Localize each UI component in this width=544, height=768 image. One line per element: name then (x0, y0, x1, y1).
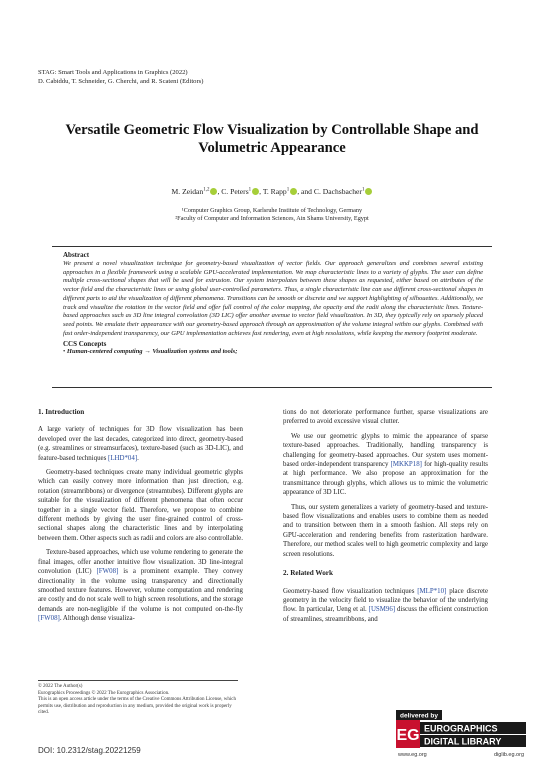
citation-link[interactable]: [FW08] (96, 568, 119, 576)
paragraph-text: place discrete geometry in the velocity field to visualize the behavior of the underlying flow. In particular, Ueng et al. (283, 587, 489, 614)
logo-eg-text: EG (396, 727, 420, 744)
footnote-rule (38, 680, 238, 681)
paragraph-text: discuss the efficient construction of streamlines, streamribbons, and (283, 606, 489, 623)
doi-text[interactable]: DOI: 10.2312/stag.20221259 (38, 746, 141, 755)
ccs-concept: Human-centered computing (66, 348, 143, 356)
paragraph: Thus, our system generalizes a variety of geometry-based and texture-based flow visualizations and enables users to combine them as needed and to transition between them in a smooth fashion. All steps rely on GPU-acceleration and rendering benefits from rasterization hardware. Therefore, our method scales well to high geometric complexity and large screen resolutions. (283, 503, 488, 558)
logo-eurographics-text: EUROGRAPHICS (424, 723, 498, 734)
paragraph-text: . (137, 454, 139, 462)
logo-url-right[interactable]: diglib.eg.org (494, 752, 524, 758)
logo-url-left[interactable]: www.eg.org (398, 752, 427, 758)
logo-delivered-text: delivered by (400, 712, 438, 720)
logo-digital-library-text: DIGITAL LIBRARY (424, 736, 502, 747)
paragraph (38, 548, 243, 623)
affiliation-2: ²Faculty of Computer and Information Sciences, Ain Shams University, Egypt (175, 215, 369, 222)
right-column (283, 408, 488, 629)
ccs-concepts (63, 348, 483, 357)
author-name: , and C. Dachsbacher (297, 187, 362, 196)
abstract-block (63, 251, 483, 357)
abstract-heading: Abstract (63, 251, 90, 259)
footnote-line: This is an open access article under the terms of the Creative Commons Attribution License, which permits use, distribution and reproduction in any medium, provided the original work is properly cited. (38, 697, 237, 715)
paragraph (283, 587, 488, 625)
citation-link[interactable]: [LHD*04] (108, 454, 138, 462)
paragraph-text: . Although dense visualiza- (59, 615, 135, 623)
paper-title (30, 121, 514, 157)
author-affil-sup: 1 (361, 187, 365, 193)
author-name: , T. Rapp (259, 187, 287, 196)
affiliations (30, 207, 514, 223)
paragraph-text: is a prominent example. They convey directionality in the volume using transparency and directionally smoothed texture features. However, volume computation and rendering are costly and do not scale well to high screen resolutions, and the storage demands are non-negligible if the volume is not computed on-the-fly (38, 568, 243, 613)
orcid-icon[interactable] (365, 188, 372, 195)
abstract-top-rule (52, 246, 492, 247)
affiliation-1: ¹Computer Graphics Group, Karlsruhe Institute of Technology, Germany (181, 207, 363, 214)
paragraph-text: A large variety of techniques for 3D flow visualization has been developed over the last decades, categorized into direct, geometry-based (e.g. streamlines or streamsurfaces), texture-based (such as 3D-LIC), and feature-based techniques (38, 426, 243, 462)
title-line-2: Volumetric Appearance (198, 140, 346, 156)
ccs-subconcept: Visualization systems and tools; (152, 348, 238, 356)
abstract-text: We present a novel visualization technique for geometry-based visualization of vector fields. Our approach generalizes and combines several existing approaches in a flexible framework using a scalable GPU-accelerated implementation. We map characteristic lines to a variety of glyphs. The user can define multiple cross-sectional shapes that will be used for extrusion. Our system interpolates between these shapes as requested, either based on attributes of the vector field and the characteristic lines or using global user-controlled parameters. Thus, a single characteristic line can use different cross-sectional shapes in different parts to aid the visualization of different phenomena. Transitions can be smooth or discrete and we support highlighting of silhouettes. Additionally, we track and visualize the rotation in the vector field and offer full control of the color mapping, the opacity and the radii along the characteristic lines. Texture-based approaches such as 3D line integral convolution (3D LIC) offer another avenue to vector field visualization. In 3D, they typically rely on sparsely placed seed points. We emulate their appearance with our geometry-based approach through an approximation of the volume integral within our glyphs. Combined with fast order-independent transparency, our GPU implementation achieves fast rendering, even at high resolutions, while keeping the memory footprint moderate. (63, 260, 483, 337)
paragraph (283, 432, 488, 498)
citation-link[interactable]: [USM96] (368, 606, 396, 614)
abstract-bottom-rule (52, 387, 492, 388)
section-heading-related-work: 2. Related Work (283, 569, 333, 578)
left-column (38, 408, 243, 629)
title-line-1: Versatile Geometric Flow Visualization by Controllable Shape and (65, 122, 479, 138)
copyright-footnote (38, 684, 243, 717)
section-heading-introduction: 1. Introduction (38, 408, 85, 416)
paragraph (38, 425, 243, 463)
paragraph-text: for high-quality results at high performance. We also propose an approximation for the transmittance through glyphs, which allows us to mimic the volumetric appearance of 3D LIC. (283, 461, 488, 497)
paragraph: Geometry-based techniques create many individual geometric glyphs which can easily convey more information than just direction, e.g. rotation (streamribbons) or divergence (streamtubes). Different glyphs are suitable for the visualization of different phenomena that often occur together in a single vector field. Therefore, we propose to combine different methods by giving the user fine-grained control of cross-sectional shapes along the characteristic lines and by interpolating between them. Other aspects such as radii and colors are also controllable. (38, 469, 243, 542)
author-name: M. Zeidan (171, 187, 204, 196)
ccs-arrow: → (142, 348, 153, 356)
ccs-bullet: • (63, 348, 66, 356)
citation-link[interactable]: [FW08] (38, 615, 60, 623)
author-affil-sup: 1 (248, 187, 252, 193)
ccs-heading: CCS Concepts (63, 340, 107, 349)
header-editors: D. Cabiddu, T. Schneider, G. Cherchi, and R. Scateni (Editors) (38, 78, 204, 85)
citation-link[interactable]: [MLP*10] (417, 587, 447, 595)
eurographics-digital-library-logo[interactable] (396, 710, 526, 758)
author-affil-sup: 1 (286, 187, 290, 193)
paragraph-text: Texture-based approaches, which use volume rendering to generate the final images, offer another intuitive flow visualization. 3D line-integral convolution (LIC) (38, 549, 243, 576)
paragraph-text: We use our geometric glyphs to mimic the appearance of sparse texture-based approaches. Traditionally, handling transparency is challenging for geometry-based approaches. Our system uses moment-based order-independent transparency (283, 432, 488, 469)
paragraph: tions do not deteriorate performance further, sparse visualizations are preferred to avoid excessive visual clutter. (283, 409, 488, 426)
author-name: , C. Peters (217, 187, 249, 196)
author-list (30, 187, 514, 196)
author-affil-sup: 1,2 (203, 187, 210, 193)
running-header (38, 68, 203, 86)
citation-link[interactable]: [MKKP18] (390, 461, 422, 469)
footnote-line: Eurographics Proceedings © 2022 The Eurographics Association. (38, 690, 170, 696)
footnote-line: © 2022 The Author(s) (38, 684, 83, 689)
paragraph-text: Geometry-based flow visualization techniques (283, 587, 418, 595)
header-venue: STAG: Smart Tools and Applications in Graphics (2022) (38, 69, 188, 76)
